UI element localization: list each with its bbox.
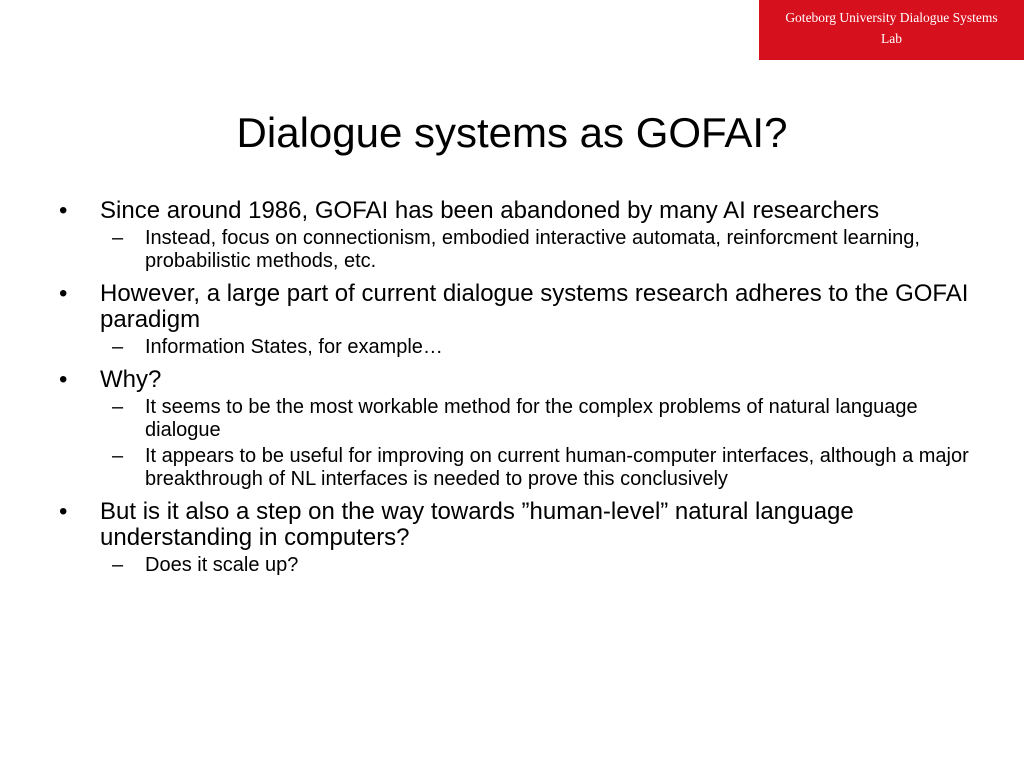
lab-name-line1: Goteborg University Dialogue Systems: [785, 10, 998, 25]
sub-bullet-item: [56, 227, 976, 273]
sub-bullet-text: Does it scale up?: [145, 554, 299, 576]
bullet-item: [56, 367, 976, 393]
sub-bullet-marker: –: [112, 445, 124, 467]
bullet-item: [56, 499, 976, 551]
lab-badge: [759, 0, 1024, 60]
sub-bullet-text: It appears to be useful for improving on current human-computer interfaces, although a major breakthrough of NL interfaces is needed to prove this conclusively: [145, 445, 969, 490]
sub-bullet-text: It seems to be the most workable method for the complex problems of natural language dialogue: [145, 396, 918, 441]
bullet-text: But is it also a step on the way towards ”human-level” natural language understanding in computers?: [100, 498, 854, 551]
sub-bullet-marker: –: [112, 336, 124, 358]
sub-bullet-item: [56, 554, 976, 577]
bullet-text: Why?: [100, 366, 162, 393]
sub-bullet-item: [56, 445, 976, 491]
slide-content: [56, 198, 976, 577]
lab-name-line2: Lab: [881, 31, 902, 46]
sub-bullet-item: [56, 396, 976, 442]
slide-title: Dialogue systems as GOFAI?: [236, 109, 788, 156]
bullet-marker: •: [59, 197, 68, 224]
sub-bullet-marker: –: [112, 227, 124, 249]
sub-bullet-marker: –: [112, 396, 124, 418]
sub-bullet-text: Instead, focus on connectionism, embodied interactive automata, reinforcment learning, probabilistic methods, etc.: [145, 227, 920, 272]
bullet-marker: •: [59, 366, 68, 393]
bullet-item: [56, 198, 976, 224]
sub-bullet-marker: –: [112, 554, 124, 576]
bullet-marker: •: [59, 280, 68, 307]
sub-bullet-item: [56, 336, 976, 359]
bullet-marker: •: [59, 498, 68, 525]
bullet-text: However, a large part of current dialogue systems research adheres to the GOFAI paradigm: [100, 280, 969, 333]
bullet-item: [56, 281, 976, 333]
bullet-text: Since around 1986, GOFAI has been abandoned by many AI researchers: [100, 197, 880, 224]
sub-bullet-text: Information States, for example…: [145, 336, 443, 358]
